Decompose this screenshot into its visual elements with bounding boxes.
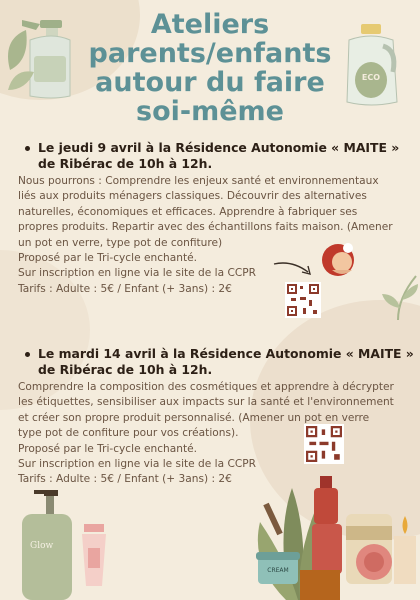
description-line: Proposé par le Tri-cycle enchanté. <box>18 252 197 265</box>
eco-label: ECO <box>361 73 381 82</box>
workshop-section <box>18 346 414 488</box>
arrow-icon <box>272 258 322 282</box>
cosmetics-illustration <box>246 474 420 600</box>
description-line: Tarifs : Adulte : 5€ / Enfant (+ 3ans) : 2€ <box>18 473 232 486</box>
description-line: propres produits. Repartir avec des échantillons faits maison. (Amener <box>18 221 393 234</box>
cream-label: CREAM <box>267 567 289 574</box>
qr-code[interactable] <box>285 282 321 318</box>
description-line: et créer son propre produit personnalisé. (Amener un pot en verre <box>18 411 370 424</box>
glow-label: Glow <box>30 541 54 551</box>
description-line: Sur inscription en ligne via le site de la CCPR <box>18 458 257 471</box>
description-line: Proposé par le Tri-cycle enchanté. <box>18 442 197 455</box>
cream-tube-illustration <box>80 524 108 586</box>
workshop-heading: Le jeudi 9 avril à la Résidence Autonomie « MAITE » de Ribérac de 10h à 12h. <box>18 140 414 172</box>
qr-code[interactable] <box>304 424 344 464</box>
spray-bottle-illustration <box>0 10 80 100</box>
title-line: parents/enfants <box>88 38 332 69</box>
title-line: autour du faire <box>95 67 325 98</box>
bullet-icon <box>25 352 30 357</box>
workshop-heading: Le mardi 14 avril à la Résidence Autonomie « MAITE » de Ribérac de 10h à 12h. <box>18 346 414 378</box>
qr-code-icon <box>306 426 342 462</box>
description-line: liés aux produits ménagers classiques. Découvrir des alternatives <box>18 190 367 203</box>
bullet-icon <box>25 146 30 151</box>
description-line: Comprendre la composition des cosmétiques et apprendre à décrypter <box>18 381 394 393</box>
description-line: Sur inscription en ligne via le site de la CCPR <box>18 267 257 280</box>
description-line: un pot en verre, type pot de confiture) <box>18 236 223 249</box>
qr-code-icon <box>287 284 319 316</box>
workshop-description <box>18 380 414 488</box>
description-line: les étiquettes, sensibiliser aux impacts sur la santé et l'environnement <box>18 396 394 409</box>
description-line: Tarifs : Adulte : 5€ / Enfant (+ 3ans) : 2€ <box>18 282 232 295</box>
description-line: Nous pourrons : Comprendre les enjeux santé et environnementaux <box>18 175 379 187</box>
description-line: type pot de confiture pour vos créations). <box>18 427 239 440</box>
leaf-illustration <box>376 270 420 320</box>
page-title <box>70 10 350 126</box>
title-line: Ateliers <box>150 9 270 40</box>
woman-face-icon <box>318 240 362 280</box>
description-line: naturelles, économiques et efficaces. Apprendre à fabriquer ses <box>18 205 358 218</box>
title-line: soi-même <box>136 96 284 127</box>
